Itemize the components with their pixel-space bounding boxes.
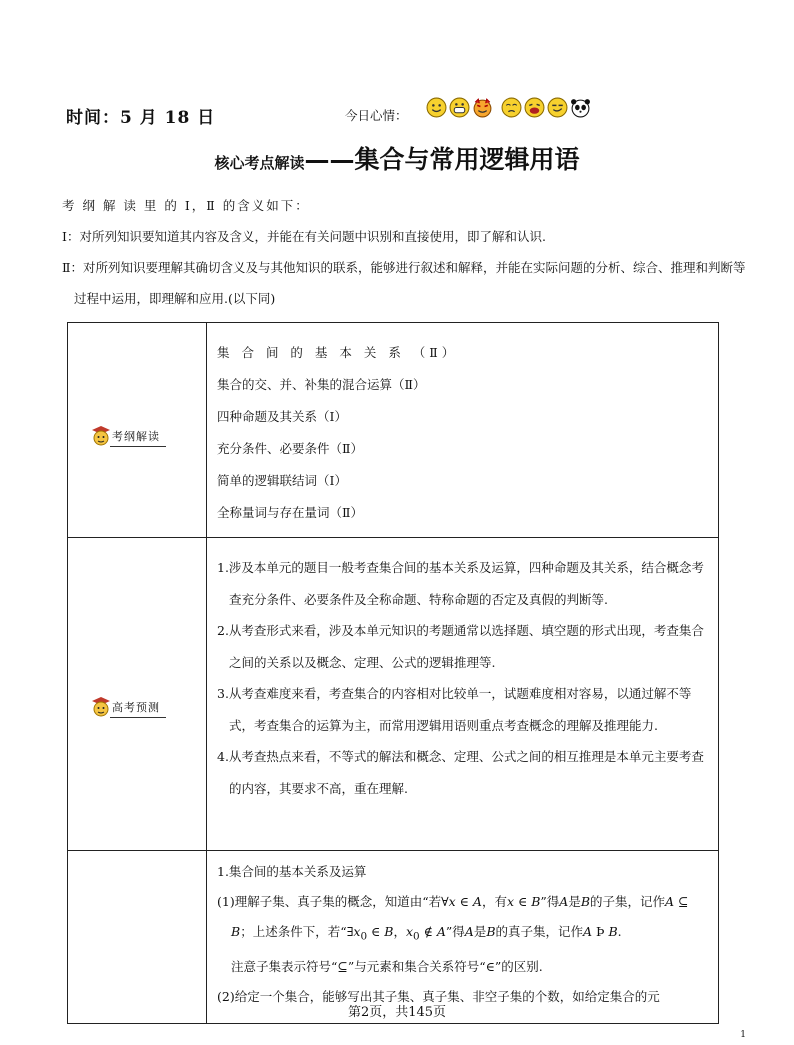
table-row (68, 851, 719, 1024)
intro-line-3: Ⅱ：对所列知识要理解其确切含义及与其他知识的联系，能够进行叙述和解释，并能在实际问题的分析、综合、推理和判断等过程中运用，即理解和应用.(以下同) (62, 260, 746, 306)
knowledge-heading: 1.集合间的基本关系及运算 (217, 864, 367, 879)
list-item: 集 合 间 的 基 本 关 系 （Ⅱ） (217, 345, 459, 360)
list-item: 3.从考查难度来看，考查集合的内容相对比较单一，试题难度相对容易，以通过解不等式，考查集合的运算为主，而常用逻辑用语则重点考查概念的理解及推理能力. (217, 686, 692, 733)
grin-emoji-icon (449, 97, 470, 118)
knowledge-para-2: (2)给定一个集合，能够写出其子集、真子集、非空子集的个数，如给定集合的元 (217, 988, 660, 1004)
graduate-mascot-icon (90, 694, 112, 718)
mood-label: 今日心情： (345, 108, 408, 123)
laugh-emoji-icon (524, 97, 545, 118)
table-row (68, 323, 719, 538)
intro-line-2: Ⅰ：对所列知识要知道其内容及含义，并能在有关问题中识别和直接使用，即了解和认识. (62, 229, 546, 244)
badge-gaokao: 高考预测 (90, 694, 166, 718)
list-item: 2.从考查形式来看，涉及本单元知识的考题通常以选择题、填空题的形式出现，考查集合之间的关系以及概念、定理、公式的逻辑推理等. (217, 623, 704, 670)
list-item: 1.涉及本单元的题目一般考查集合间的基本关系及运算，四种命题及其关系，结合概念考查充分条件、必要条件及全称命题、特称命题的否定及真假的判断等. (217, 560, 704, 607)
graduate-mascot-icon (90, 423, 112, 447)
smirk-emoji-icon (547, 97, 568, 118)
knowledge-block (217, 857, 712, 1012)
syllabus-list (217, 337, 712, 529)
row-label-cell (68, 538, 207, 851)
mood-emoji-row (426, 97, 591, 118)
row-label-cell (68, 323, 207, 538)
knowledge-para-1: (1)理解子集、真子集的概念，知道由“若∀x ∈ A，有x ∈ B”得A是B的子集，记作A ⊆ B；上述条件下，若“$\exists x_0$ ∈ B，$x_0$ ∉ A”得A是B的真子集，记作A Þ B. 注意子集表示符号“⊆”与元素和集合关系符号“∈”的区别. (217, 894, 689, 974)
content-table (67, 322, 719, 1024)
list-item: 四种命题及其关系（Ⅰ） (217, 409, 347, 424)
row-label-cell (68, 851, 207, 1024)
panda-emoji-icon (570, 97, 591, 118)
list-item: 简单的逻辑联结词（Ⅰ） (217, 473, 347, 488)
syllabus-cell (207, 323, 719, 538)
list-item: 全称量词与存在量词（Ⅱ） (217, 505, 363, 520)
page-number: 1 (740, 1030, 746, 1040)
list-item: 4.从考查热点来看，不等式的解法和概念、定理、公式之间的相互推理是本单元主要考查的内容，其要求不高，重在理解. (217, 749, 704, 796)
forecast-list (217, 552, 712, 804)
page-footer: 第2页，共145页 (347, 1005, 447, 1020)
list-item: 充分条件、必要条件（Ⅱ） (217, 441, 363, 456)
list-item: 集合的交、并、补集的混合运算（Ⅱ） (217, 377, 426, 392)
intro-line-1: 考 纲 解 读 里 的 Ⅰ，Ⅱ 的含义如下： (62, 198, 310, 213)
page-title: 核心考点解读——集合与常用逻辑用语 (214, 145, 580, 174)
smile-emoji-icon (426, 97, 447, 118)
date-label: 时间：5 月 18 日 (66, 108, 216, 128)
knowledge-cell (207, 851, 719, 1024)
confused-emoji-icon (501, 97, 522, 118)
badge-kaogang: 考纲解读 (90, 423, 166, 447)
table-row (68, 538, 719, 851)
forecast-cell (207, 538, 719, 851)
devil-emoji-icon (472, 97, 493, 118)
